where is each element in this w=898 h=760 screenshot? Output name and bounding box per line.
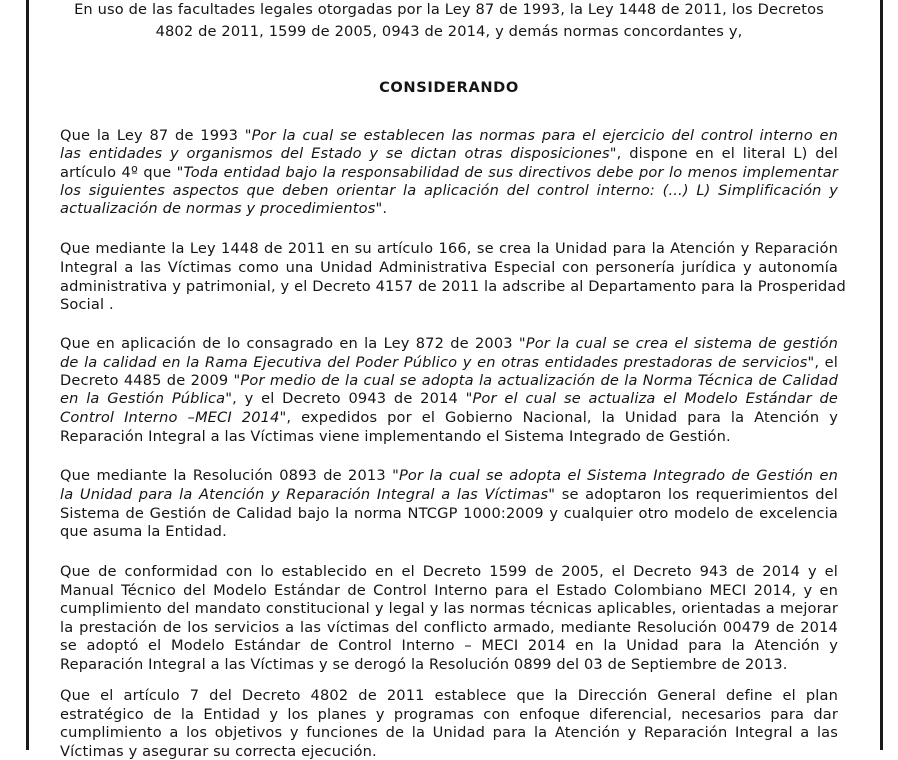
paragraph-6-line-3: cumplimiento a los objetivos y funciones de la Unidad para la Atención y Reparación Integral a las [60,724,838,741]
paragraph-5-line-6: Reparación Integral a las Víctimas y se derogó la Resolución 0899 del 03 de Septiembre de 2013. [60,656,788,673]
left-margin-rule [26,0,29,750]
paragraph-4-line-1: Que mediante la Resolución 0893 de 2013 "Por la cual se adopta el Sistema Integrado de Gestión en [60,467,839,484]
paragraph-5-line-3: cumplimiento del mandato constitucional y legal y las normas técnicas aplicables, orientadas a mejorar [60,600,838,617]
paragraph-5-line-5: se adoptó el Modelo Estándar de Control Interno – MECI 2014 en la Unidad para la Atención y [60,637,838,654]
paragraph-3-line-1: Que en aplicación de lo consagrado en la Ley 872 de 2003 "Por la cual se crea el sistema de gestión [60,335,838,352]
paragraph-2-line-3: administrativa y patrimonial, y el Decreto 4157 de 2011 la adscribe al Departamento para la Prosperidad [60,278,846,295]
paragraph-3-line-5: Control Interno –MECI 2014", expedidos por el Gobierno Nacional, la Unidad para la Atención y [60,409,838,426]
paragraph-4-line-3: Sistema de Gestión de Calidad bajo la norma NTCGP 1000:2009 y cualquier otro modelo de excelencia [60,505,838,522]
paragraph-1-line-2: las entidades y organismos del Estado y se dictan otras disposiciones", dispone en el literal L) del [60,145,838,162]
paragraph-6-line-1: Que el artículo 7 del Decreto 4802 de 2011 establece que la Dirección General define el plan [60,687,838,704]
paragraph-5-line-1: Que de conformidad con lo establecido en el Decreto 1599 de 2005, el Decreto 943 de 2014 y el [60,563,838,580]
paragraph-1-line-3: artículo 4º que "Toda entidad bajo la responsabilidad de sus directivos debe por lo menos implementar [60,164,839,181]
paragraph-1-line-4: los siguientes aspectos que deben orientar la aplicación del control interno: (...) L) Simplificación y [60,182,838,199]
paragraph-3-line-4: en la Gestión Pública", y el Decreto 0943 de 2014 "Por el cual se actualiza el Modelo Estándar de [60,390,838,407]
paragraph-4-line-2: la Unidad para la Atención y Reparación Integral a las Víctimas" se adoptaron los requerimientos del [60,486,839,503]
paragraph-2-line-4: Social . [60,296,114,313]
preamble-line-1: En uso de las facultades legales otorgadas por la Ley 87 de 1993, la Ley 1448 de 2011, los Decretos [74,1,824,18]
paragraph-3-line-2: de la calidad en la Rama Ejecutiva del Poder Público y en otras entidades prestadoras de servicios", el [60,354,838,371]
paragraph-4-line-4: que asuma la Entidad. [60,523,227,540]
paragraph-3-line-3: Decreto 4485 de 2009 "Por medio de la cual se adopta la actualización de la Norma Técnica de Calidad [60,372,838,389]
right-margin-rule [880,0,883,750]
paragraph-1-line-5: actualización de normas y procedimientos". [60,200,388,217]
paragraph-5-line-2: Manual Técnico del Modelo Estándar de Control Interno para el Estado Colombiano MECI 2014, y en [60,582,838,599]
paragraph-3-line-6: Reparación Integral a las Víctimas viene implementando el Sistema Integrado de Gestión. [60,428,731,445]
paragraph-6-line-2: estratégico de la Entidad y los planes y programas con enfoque diferencial, necesarios para dar [60,706,838,723]
paragraph-5-line-4: la prestación de los servicios a las víctimas del conflicto armado, mediante Resolución 00479 de 2014 [60,619,838,636]
paragraph-6-line-4: Víctimas y asegurar su correcta ejecución. [60,743,377,760]
paragraph-1-line-1: Que la Ley 87 de 1993 "Por la cual se establecen las normas para el ejercicio del control interno en [60,127,838,144]
section-heading: CONSIDERANDO [379,79,519,96]
preamble-line-2: 4802 de 2011, 1599 de 2005, 0943 de 2014, y demás normas concordantes y, [155,23,743,40]
paragraph-2-line-2: Integral a las Víctimas como una Unidad Administrativa Especial con personería jurídica y autonomía [60,259,838,276]
paragraph-2-line-1: Que mediante la Ley 1448 de 2011 en su artículo 166, se crea la Unidad para la Atención y Reparación [60,240,838,257]
